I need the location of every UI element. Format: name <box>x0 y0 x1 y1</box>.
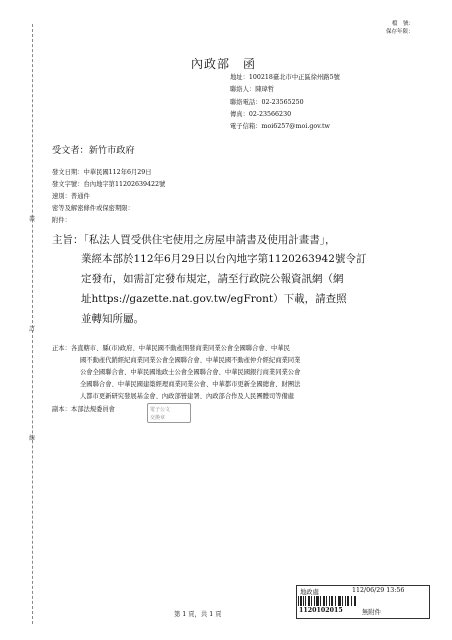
attachment: 附件： <box>52 217 71 224</box>
email: 電子信箱：moi6257@moi.gov.tw <box>230 123 330 130</box>
original-recipients: 全國聯合會、中華民國建築經理商業同業公會、中華都市更新全國總會、財團法 <box>80 381 301 388</box>
subject-line: 並轉知所屬。 <box>81 313 144 325</box>
subject-line: 址https://gazette.nat.gov.tw/egFront）下載，請查照 <box>81 293 347 305</box>
subject-line: 主旨：「私法人買受供住宅使用之房屋申請書及使用計畫書」， <box>52 234 336 246</box>
secrecy-level: 密等及解密條件或保密期限： <box>52 205 134 212</box>
issue-date: 發文日期：中華民國112年6月29日 <box>52 169 152 176</box>
original-recipients: 國不動產代銷經紀商業同業公會全國聯合會、中華民國不動產仲介經紀商業同業 <box>80 357 301 364</box>
subject-line: 定發布，如需訂定發布規定，請至行政院公報資訊網（網 <box>81 273 344 285</box>
stamp-text: 交換章 <box>150 415 166 421</box>
recipient: 受文者：新竹市政府 <box>52 145 135 156</box>
attachment-status: 無附件 <box>362 609 381 616</box>
document-id: 1120102015 <box>299 607 343 614</box>
barcode <box>298 596 358 606</box>
delivery-speed: 速別：普通件 <box>52 193 90 200</box>
contact-person: 聯絡人：陳瑋哲 <box>230 86 275 93</box>
original-recipients: 人都市更新研究發展基金會、內政部營建署、內政部合作及人民團體司等備處 <box>80 393 295 400</box>
document-title: 內政部 函 <box>191 57 257 71</box>
original-recipients: 公會全國聯合會、中華民國地政士公會全國聯合會、中華民國銀行商業同業公會 <box>80 369 301 376</box>
received-time: 112/06/29 13:56 <box>352 587 405 594</box>
copy-recipients: 副本：本部法規委員會 <box>52 406 115 413</box>
address: 地址：100218臺北市中正區徐州路5號 <box>230 74 340 81</box>
exchange-stamp <box>147 403 191 423</box>
retention-label: 保存年限： <box>386 29 414 35</box>
subject-line: 業經本部於112年6月29日以台內地字第1120263942號令訂 <box>81 253 367 265</box>
binding-mark: 裝 <box>29 216 36 223</box>
fax: 傳真：02-23566230 <box>230 111 292 118</box>
stamp-text: 電子公文 <box>150 407 171 413</box>
reference-number: 發文字號：台內地字第11202639422號 <box>52 181 166 188</box>
page-number: 第 1 頁，共 1 頁 <box>174 611 222 618</box>
phone: 聯絡電話：02-23565250 <box>230 99 304 106</box>
binding-mark: 訂 <box>29 326 36 333</box>
receiver-unit: 地政處 <box>300 589 319 596</box>
binding-mark: 線 <box>29 435 36 442</box>
original-recipients: 正本：各直轄市、縣(市)政府、中華民國不動產開發商業同業公會全國聯合會、中華民 <box>52 345 290 352</box>
file-number-label: 檔 號： <box>392 21 415 27</box>
